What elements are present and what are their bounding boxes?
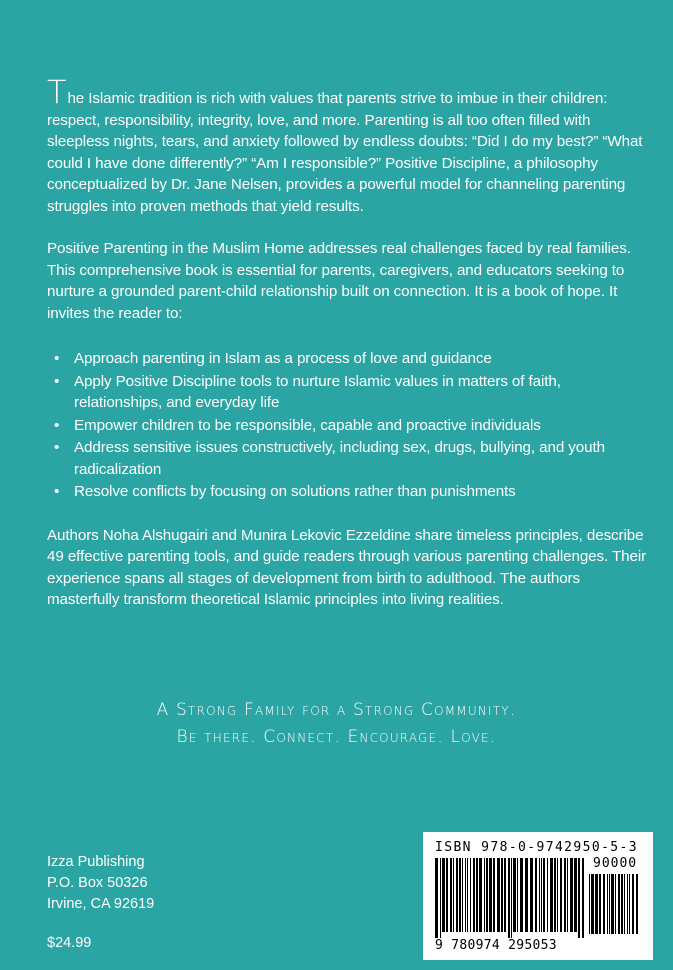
barcode-bar [489,858,492,932]
barcode-bar [582,858,584,938]
barcode-bar [486,858,488,932]
barcode-bar [484,858,485,932]
barcode-bar [615,874,616,934]
barcode-bar [525,858,528,932]
barcode-bar [541,858,542,932]
barcode-bar [479,858,482,932]
barcode-bar [547,858,548,932]
publisher-address-line-1: P.O. Box 50326 [47,875,148,891]
publisher-address-line-2: Irvine, CA 92619 [47,896,155,912]
list-item [47,348,647,370]
barcode-bar [470,858,471,932]
barcode-bar [554,858,556,932]
barcode-bar [567,858,568,932]
barcode-bar [476,858,478,932]
barcode-bar [603,874,605,934]
barcode-bar [564,858,566,932]
ean-number: 9 780974 295053 [435,938,557,953]
barcode-bar [589,874,590,934]
barcode-bar [629,874,630,934]
barcode-bar [459,858,461,932]
tagline [0,697,673,751]
barcode-bar [456,858,458,932]
barcode-bar [627,874,628,934]
list-item [47,415,647,437]
description-paragraph-3: Authors Noha Alshugairi and Munira Lekovic Ezzeldine share timeless principles, describe 49 effective parenting tools, and guide readers through various parenting challenges. Their experience spans all stages of development from birth to adulthood. The authors masterfully transform theoretical Islamic principles into living realities. [47,526,647,608]
barcode-bar [450,858,452,932]
barcode-bar [618,874,620,934]
barcode-bar [462,858,463,932]
barcode-bar [609,874,610,934]
benefits-list [47,348,647,503]
barcode-bar [557,858,558,932]
barcode-bar [611,874,614,934]
barcode-bar [517,858,518,932]
barcode-bar [539,858,540,932]
description-paragraph-1 [47,73,647,217]
list-item-text: Resolve conflicts by focusing on solutions rather than punishments [74,483,516,500]
isbn-number: ISBN 978-0-9742950-5-3 [435,840,638,855]
barcode-bar [440,858,441,938]
barcode-addon-number: 90000 [593,856,638,871]
barcode-bar [543,858,545,932]
description-paragraph-2: Positive Parenting in the Muslim Home addresses real challenges faced by real families. This comprehensive book is essential for parents, caregivers, and educators seeking to nurture a grounded parent-child relationship built on connection. It is a book of hope. It invites the reader to: [47,240,631,322]
barcode-bar [513,858,516,932]
tagline-line-2: Be there. Connect. Encourage. Love. [176,727,497,747]
bullet-icon: • [54,439,60,456]
barcode-bar [624,874,625,934]
barcode-bar [607,874,608,934]
barcode-bar [501,858,503,932]
barcode-bar [621,874,623,934]
barcode-bar [570,858,573,932]
tagline-line-1: A Strong Family for a Strong Community. [156,700,517,720]
barcode-bar [520,858,523,932]
addon-barcode-bars [589,874,643,940]
list-item [47,371,647,414]
bullet-icon: • [54,483,60,500]
list-item-text: Address sensitive issues constructively, including sex, drugs, bullying, and youth radicalization [74,439,605,478]
isbn-barcode [423,832,653,960]
barcode-bar [511,858,512,938]
list-item-text: Approach parenting in Islam as a process of love and guidance [74,350,492,367]
barcode-bar [591,874,594,934]
barcode-bar [435,858,438,938]
barcode-bar [442,858,445,932]
publisher-info [47,852,154,915]
barcode-bar [595,874,598,934]
drop-cap: T [47,73,67,111]
list-item-text: Apply Positive Discipline tools to nurture Islamic values in matters of faith, relationships, and everyday life [74,372,561,411]
barcode-bar [636,874,638,934]
bullet-icon: • [54,372,60,390]
barcode-bar [560,858,562,932]
ean-barcode-bars [435,858,585,940]
barcode-bar [446,858,448,932]
barcode-bar [535,858,537,932]
list-item [47,481,647,503]
barcode-bar [465,858,466,932]
barcode-bar [574,858,577,932]
barcode-bar [473,858,475,932]
barcode-bar [497,858,500,932]
barcode-bar [530,858,533,932]
barcode-bar [504,858,506,932]
barcode-bar [508,858,510,938]
barcode-bar [578,858,580,938]
list-item-text: Empower children to be responsible, capable and proactive individuals [74,416,541,434]
barcode-bar [632,874,634,934]
publisher-name: Izza Publishing [47,854,145,870]
barcode-bar [599,874,601,934]
book-description [47,73,647,611]
barcode-bar [493,858,495,932]
barcode-bar [453,858,454,932]
price: $24.99 [47,935,92,951]
barcode-bar [550,858,553,932]
list-item [47,437,647,480]
bullet-icon: • [54,350,60,367]
paragraph-1-text: he Islamic tradition is rich with values that parents strive to imbue in their children: respect, responsibility, integrity, love, and more. Parenting is all too often filled with sleepless nights, tears, and anxiety followed by endless doubts: “Did I do my best?” “What could I have done differently?” “Am I responsible?” Positive Discipline, a philosophy conceptualized by Dr. Jane Nelsen, provides a powerful model for channeling parenting struggles into proven methods that yield results. [47,90,643,215]
bullet-icon: • [54,416,60,434]
barcode-bar [467,858,468,932]
